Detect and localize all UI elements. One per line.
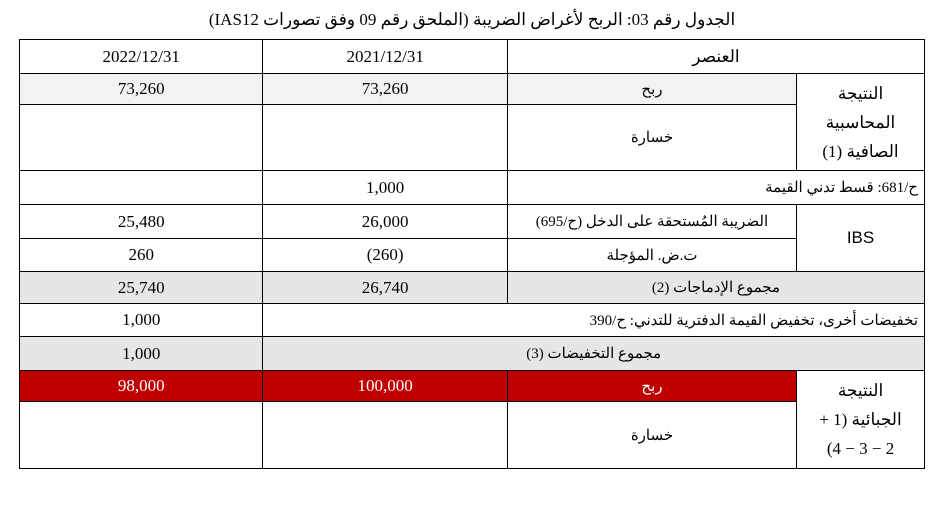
tax-due-2021: 26,000 — [263, 205, 508, 239]
accounting-label-line1: النتيجة — [837, 83, 884, 103]
deductions-total-label: مجموع التخفيضات (3) — [263, 337, 925, 371]
accounting-profit-2021: 73,260 — [263, 74, 508, 105]
table-caption: الجدول رقم 03: الربح لأغراض الضريبة (الملحق رقم 09 وفق تصورات IAS12) — [208, 10, 736, 29]
tax-result-label — [797, 371, 925, 469]
additions-total-label: مجموع الإدماجات (2) — [507, 272, 924, 304]
accounting-profit-label: ربح — [507, 74, 796, 105]
impairment-2021: 1,000 — [263, 171, 508, 205]
deferred-tax-row — [20, 239, 925, 272]
accounting-label-line2: المحاسبية — [825, 112, 896, 132]
header-element: العنصر — [507, 40, 924, 74]
additions-total-row — [20, 272, 925, 304]
deductions-total-row — [20, 337, 925, 371]
additions-total-2021: 26,740 — [263, 272, 508, 304]
impairment-2022 — [20, 171, 263, 205]
impairment-row — [20, 171, 925, 205]
impairment-label: ح/681: قسط تدني القيمة — [507, 171, 924, 205]
header-year-2021: 2021/12/31 — [263, 40, 508, 74]
tax-profit-2022: 98,000 — [20, 371, 263, 402]
tax-profit-table — [19, 39, 925, 469]
additions-total-2022: 25,740 — [20, 272, 263, 304]
tax-loss-label: خسارة — [507, 402, 796, 469]
accounting-profit-row — [20, 74, 925, 105]
accounting-loss-row — [20, 105, 925, 171]
tax-profit-2021: 100,000 — [263, 371, 508, 402]
deferred-tax-2022: 260 — [20, 239, 263, 272]
tax-loss-2022 — [20, 402, 263, 469]
tax-due-2022: 25,480 — [20, 205, 263, 239]
tax-label-line3: 2 − 3 − 4) — [826, 439, 895, 458]
other-deductions-label: تخفيضات أخرى، تخفيض القيمة الدفترية للتدني: ح/390 — [263, 304, 925, 337]
tax-loss-2021 — [263, 402, 508, 469]
tax-profit-label: ربح — [507, 371, 796, 402]
accounting-loss-2022 — [20, 105, 263, 171]
deferred-tax-2021: (260) — [263, 239, 508, 272]
accounting-loss-label: خسارة — [507, 105, 796, 171]
header-row — [20, 40, 925, 74]
other-deductions-2022: 1,000 — [20, 304, 263, 337]
accounting-profit-2022: 73,260 — [20, 74, 263, 105]
accounting-loss-2021 — [263, 105, 508, 171]
other-deductions-row — [20, 304, 925, 337]
deferred-tax-label: ت.ض. المؤجلة — [507, 239, 796, 272]
accounting-label-line3: الصافية (1) — [822, 141, 899, 161]
header-year-2022: 2022/12/31 — [20, 40, 263, 74]
tax-due-label: الضريبة المُستحقة على الدخل (ح/695) — [507, 205, 796, 239]
tax-label-line2: الجبائية (1 + — [819, 410, 902, 429]
deductions-total-2022: 1,000 — [20, 337, 263, 371]
tax-profit-row — [20, 371, 925, 402]
accounting-result-label — [797, 74, 925, 171]
tax-label-line1: النتيجة — [837, 381, 884, 400]
tax-loss-row — [20, 402, 925, 469]
ibs-label: IBS — [797, 205, 925, 272]
tax-due-row — [20, 205, 925, 239]
